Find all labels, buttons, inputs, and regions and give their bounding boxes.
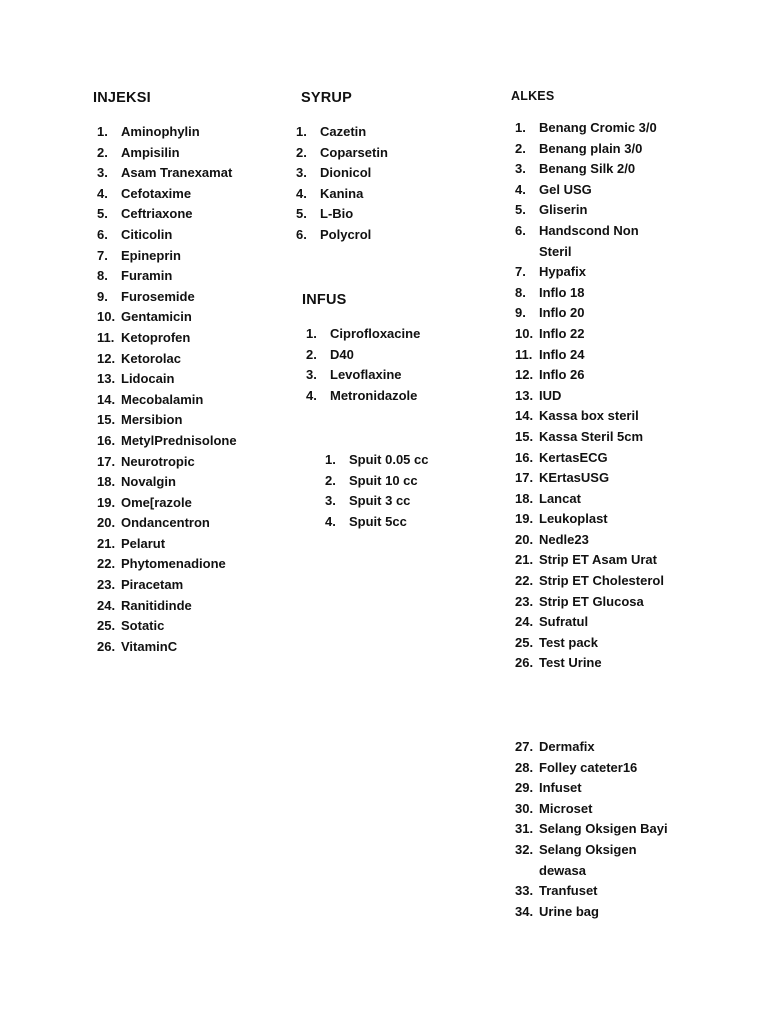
- list-item-number: 1.: [306, 326, 317, 341]
- list-item-number: 9.: [97, 288, 108, 304]
- list-item: [325, 471, 428, 492]
- list-item: [296, 204, 388, 225]
- list-item: [515, 758, 668, 779]
- list-item-label: Pelarut: [121, 535, 166, 551]
- list-item-number: 1.: [296, 124, 307, 139]
- list-item-number: 28.: [515, 759, 534, 775]
- list-item-label: IUD: [539, 387, 562, 403]
- list-item: [515, 653, 664, 674]
- list-item-label: Gliserin: [539, 202, 588, 218]
- list-item: [97, 513, 237, 534]
- list-item-number: 14.: [515, 408, 534, 424]
- list-item-label: Phytomenadione: [121, 556, 226, 572]
- list-item: [97, 369, 237, 390]
- list-item-number: 22.: [97, 556, 116, 572]
- list-item-number: 1.: [97, 124, 108, 139]
- list-item: [97, 596, 237, 617]
- list-item-number: 22.: [515, 573, 534, 589]
- list-item-number: 8.: [97, 268, 108, 284]
- list-item-label: D40: [330, 346, 354, 362]
- list-item-number: 5.: [515, 202, 526, 218]
- list-item-label: Cefotaxime: [121, 185, 192, 201]
- list-item-label: Epineprin: [121, 247, 181, 263]
- injeksi-list: [97, 122, 237, 657]
- alkes-list-part1: [515, 118, 664, 674]
- list-item: [296, 184, 388, 205]
- list-item-label: Kassa box steril: [539, 408, 639, 424]
- list-item-number: 6.: [515, 222, 526, 238]
- list-item-number: 24.: [97, 597, 116, 613]
- list-item: [515, 427, 664, 448]
- list-item: [306, 386, 420, 407]
- list-item: [296, 122, 388, 143]
- list-item-number: 32.: [515, 841, 534, 857]
- list-item-number: 25.: [97, 618, 116, 634]
- list-item-label: Spuit 10 cc: [349, 472, 418, 488]
- list-item: [515, 468, 664, 489]
- list-item: [97, 287, 237, 308]
- list-item-label: Aminophylin: [121, 124, 200, 139]
- list-item-number: 7.: [97, 247, 108, 263]
- list-item-number: 17.: [515, 470, 534, 486]
- list-item-label: Ranitidinde: [121, 597, 192, 613]
- syrup-list: [296, 122, 388, 246]
- list-item-number: 20.: [97, 515, 116, 531]
- list-item-label: Ketorolac: [121, 350, 181, 366]
- list-item: [515, 262, 664, 283]
- list-item-label: Kanina: [320, 185, 364, 201]
- list-item-number: 27.: [515, 739, 534, 754]
- list-item-number: 12.: [97, 350, 116, 366]
- list-item-label: Nedle23: [539, 531, 589, 547]
- list-item-number: 6.: [296, 226, 307, 242]
- list-item: [97, 204, 237, 225]
- list-item: [515, 509, 664, 530]
- list-item: [97, 575, 237, 596]
- list-item-label: Gel USG: [539, 181, 592, 197]
- list-item-number: 8.: [515, 284, 526, 300]
- list-item-number: 23.: [515, 593, 534, 609]
- list-item-number: 13.: [97, 371, 116, 387]
- list-item-number: 2.: [306, 346, 317, 362]
- list-item: [515, 386, 664, 407]
- list-item: [97, 452, 237, 473]
- list-item-label: Ciprofloxacine: [330, 326, 421, 341]
- list-item: [97, 431, 237, 452]
- list-item-number: 7.: [515, 264, 526, 280]
- list-item-number: 30.: [515, 800, 534, 816]
- list-item: [515, 778, 668, 799]
- list-item-number: 4.: [296, 185, 307, 201]
- list-item-label: Ome[razole: [121, 494, 192, 510]
- list-item-label: KErtasUSG: [539, 470, 610, 486]
- list-item-number: 10.: [515, 325, 534, 341]
- list-item: [515, 571, 664, 592]
- list-item: [515, 221, 664, 262]
- list-item-label: KertasECG: [539, 449, 608, 465]
- list-item-label: Ampisilin: [121, 144, 180, 160]
- list-item-label: Urine bag: [539, 903, 599, 919]
- list-item-number: 15.: [515, 428, 534, 444]
- list-item-number: 16.: [515, 449, 534, 465]
- list-item-label: Inflo 20: [539, 305, 585, 321]
- list-item-label: Mersibion: [121, 412, 183, 428]
- list-item-label: Cazetin: [320, 124, 367, 139]
- list-item-label: Benang plain 3/0: [539, 140, 643, 156]
- list-item: [296, 163, 388, 184]
- infus-list: [306, 324, 420, 406]
- list-item-label: Lidocain: [121, 371, 175, 387]
- list-item-label: Hypafix: [539, 264, 586, 280]
- list-item: [97, 616, 237, 637]
- list-item-label: Piracetam: [121, 577, 184, 593]
- list-item-number: 18.: [515, 490, 534, 506]
- list-item-label: Polycrol: [320, 226, 372, 242]
- list-item: [515, 530, 664, 551]
- list-item: [515, 324, 664, 345]
- list-item: [97, 143, 237, 164]
- list-item: [515, 737, 668, 758]
- list-item: [515, 345, 664, 366]
- list-item: [515, 448, 664, 469]
- list-item-label: Spuit 5cc: [349, 513, 407, 529]
- list-item-number: 17.: [97, 453, 116, 469]
- list-item-number: 4.: [515, 181, 526, 197]
- list-item: [325, 491, 428, 512]
- list-item-label: Mecobalamin: [121, 391, 204, 407]
- list-item-number: 20.: [515, 531, 534, 547]
- list-item-number: 2.: [325, 472, 336, 488]
- list-item-number: 5.: [97, 206, 108, 222]
- injeksi-heading: INJEKSI: [93, 90, 151, 106]
- list-item-number: 5.: [296, 206, 307, 222]
- alkes-heading: ALKES: [511, 89, 555, 103]
- list-item-number: 4.: [306, 387, 317, 403]
- list-item: [515, 406, 664, 427]
- list-item: [97, 122, 237, 143]
- list-item-label: Citicolin: [121, 226, 173, 242]
- list-item: [306, 365, 420, 386]
- list-item-number: 14.: [97, 391, 116, 407]
- list-item: [97, 307, 237, 328]
- list-item-number: 15.: [97, 412, 116, 428]
- list-item-label: Benang Silk 2/0: [539, 161, 636, 177]
- list-item-label: Microset: [539, 800, 593, 816]
- list-item: [515, 200, 664, 221]
- list-item-number: 12.: [515, 367, 534, 383]
- list-item-label: Spuit 0.05 cc: [349, 452, 429, 467]
- list-item: [515, 592, 664, 613]
- list-item-label: Sotatic: [121, 618, 165, 634]
- list-item-label: Inflo 26: [539, 367, 585, 383]
- list-item-number: 2.: [97, 144, 108, 160]
- list-item-label: Furosemide: [121, 288, 195, 304]
- list-item: [306, 345, 420, 366]
- list-item: [97, 472, 237, 493]
- list-item-number: 2.: [515, 140, 526, 156]
- list-item-number: 21.: [515, 552, 534, 568]
- list-item-label: Tranfuset: [539, 883, 598, 899]
- list-item-number: 31.: [515, 821, 534, 837]
- list-item: [515, 881, 668, 902]
- list-item-number: 6.: [97, 226, 108, 242]
- list-item-label: L-Bio: [320, 206, 354, 222]
- list-item-label: Ceftriaxone: [121, 206, 193, 222]
- list-item-number: 1.: [325, 452, 336, 467]
- list-item-label: Selang Oksigen dewasa: [539, 841, 637, 878]
- spuit-list: [325, 450, 428, 532]
- list-item-number: 4.: [97, 185, 108, 201]
- list-item-label: Selang Oksigen Bayi: [539, 821, 668, 837]
- list-item: [97, 266, 237, 287]
- list-item: [97, 554, 237, 575]
- list-item: [97, 390, 237, 411]
- list-item-number: 13.: [515, 387, 534, 403]
- list-item-label: Strip ET Glucosa: [539, 593, 644, 609]
- list-item: [325, 512, 428, 533]
- list-item: [97, 349, 237, 370]
- list-item-number: 3.: [296, 165, 307, 181]
- list-item: [515, 840, 668, 881]
- list-item-label: Asam Tranexamat: [121, 165, 233, 181]
- list-item: [97, 163, 237, 184]
- list-item-label: Kassa Steril 5cm: [539, 428, 644, 444]
- list-item-label: Dermafix: [539, 739, 595, 754]
- list-item: [515, 180, 664, 201]
- list-item-label: Test pack: [539, 634, 599, 650]
- list-item-number: 26.: [515, 655, 534, 671]
- infus-heading: INFUS: [302, 292, 347, 308]
- list-item-number: 16.: [97, 432, 116, 448]
- list-item: [515, 612, 664, 633]
- list-item: [97, 328, 237, 349]
- list-item-label: Coparsetin: [320, 144, 388, 160]
- list-item: [325, 450, 428, 471]
- list-item-number: 26.: [97, 638, 116, 654]
- list-item-label: Novalgin: [121, 474, 176, 490]
- list-item-label: Strip ET Asam Urat: [539, 552, 657, 568]
- list-item-label: Infuset: [539, 780, 582, 796]
- list-item-number: 10.: [97, 309, 116, 325]
- list-item-label: Furamin: [121, 268, 173, 284]
- list-item-label: Neurotropic: [121, 453, 195, 469]
- list-item-label: Leukoplast: [539, 511, 608, 527]
- list-item: [515, 902, 668, 923]
- list-item-label: Spuit 3 cc: [349, 493, 411, 509]
- list-item: [515, 303, 664, 324]
- list-item-label: Metronidazole: [330, 387, 418, 403]
- list-item-label: Ondancentron: [121, 515, 210, 531]
- list-item: [515, 799, 668, 820]
- list-item-number: 3.: [325, 493, 336, 509]
- list-item-number: 21.: [97, 535, 116, 551]
- list-item-number: 19.: [515, 511, 534, 527]
- list-item: [515, 489, 664, 510]
- list-item-label: Inflo 18: [539, 284, 585, 300]
- list-item-number: 3.: [306, 367, 317, 383]
- list-item: [296, 225, 388, 246]
- list-item-number: 18.: [97, 474, 116, 490]
- list-item-number: 24.: [515, 614, 534, 630]
- list-item: [515, 118, 664, 139]
- list-item-label: Folley cateter16: [539, 759, 638, 775]
- list-item: [515, 283, 664, 304]
- list-item-label: VitaminC: [121, 638, 178, 654]
- list-item-number: 1.: [515, 120, 526, 135]
- list-item-label: Handscond Non Steril: [539, 222, 639, 259]
- list-item: [97, 493, 237, 514]
- list-item: [97, 534, 237, 555]
- list-item-label: Levoflaxine: [330, 367, 402, 383]
- list-item-number: 23.: [97, 577, 116, 593]
- list-item-label: Dionicol: [320, 165, 372, 181]
- list-item: [97, 246, 237, 267]
- list-item-number: 19.: [97, 494, 116, 510]
- list-item-label: Gentamicin: [121, 309, 192, 325]
- list-item-label: Benang Cromic 3/0: [539, 120, 657, 135]
- list-item-label: Ketoprofen: [121, 329, 191, 345]
- list-item: [515, 365, 664, 386]
- list-item: [97, 184, 237, 205]
- list-item-number: 4.: [325, 513, 336, 529]
- list-item-number: 11.: [515, 346, 533, 362]
- list-item-label: Lancat: [539, 490, 581, 506]
- list-item: [97, 637, 237, 658]
- list-item: [515, 159, 664, 180]
- list-item-label: MetylPrednisolone: [121, 432, 237, 448]
- list-item: [97, 225, 237, 246]
- list-item-label: Inflo 24: [539, 346, 585, 362]
- list-item: [515, 550, 664, 571]
- list-item-number: 34.: [515, 903, 534, 919]
- list-item-label: Inflo 22: [539, 325, 585, 341]
- list-item-number: 33.: [515, 883, 534, 899]
- list-item-number: 9.: [515, 305, 526, 321]
- list-item-number: 2.: [296, 144, 307, 160]
- list-item: [306, 324, 420, 345]
- list-item-number: 25.: [515, 634, 534, 650]
- syrup-heading: SYRUP: [301, 90, 352, 106]
- list-item-label: Strip ET Cholesterol: [539, 573, 664, 589]
- list-item-number: 29.: [515, 780, 534, 796]
- alkes-list-part2: [515, 737, 668, 922]
- list-item-number: 11.: [97, 329, 115, 345]
- list-item-number: 3.: [97, 165, 108, 181]
- list-item: [515, 633, 664, 654]
- list-item-label: Sufratul: [539, 614, 589, 630]
- list-item-number: 3.: [515, 161, 526, 177]
- list-item: [97, 410, 237, 431]
- list-item: [515, 139, 664, 160]
- list-item-label: Test Urine: [539, 655, 602, 671]
- list-item: [296, 143, 388, 164]
- list-item: [515, 819, 668, 840]
